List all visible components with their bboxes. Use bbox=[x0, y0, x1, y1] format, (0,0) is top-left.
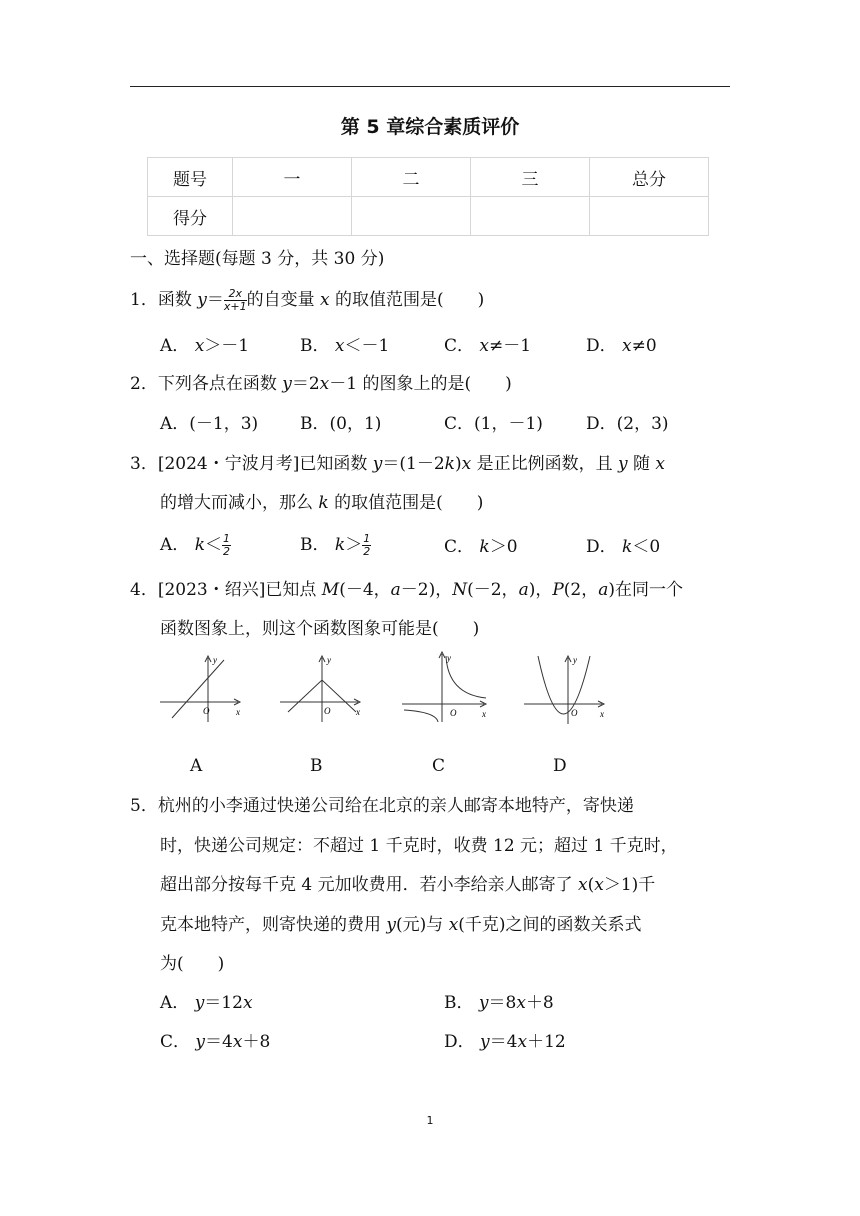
q3-option-d: D． k＜0 bbox=[586, 537, 661, 557]
fraction: $\frac{1}{2}$ bbox=[223, 532, 230, 558]
axis-y-label: y bbox=[573, 655, 577, 665]
q5-option-c: C． y＝4x＋8 bbox=[160, 1032, 271, 1052]
question-number: 4． bbox=[130, 580, 158, 600]
question-5-line-5: 为( ) bbox=[160, 954, 225, 974]
graph-d-label: D bbox=[553, 756, 567, 776]
q2-option-c: C．(1，－1) bbox=[444, 414, 543, 434]
axis-x-label: x bbox=[356, 707, 360, 717]
q3-option-a: A． k＜ $\frac{1}{2}$ bbox=[160, 532, 230, 558]
score-cell bbox=[471, 197, 590, 236]
axis-y-label: y bbox=[327, 655, 331, 665]
origin-label: O bbox=[203, 706, 210, 716]
question-3-line-2: 的增大而减小，那么 k 的取值范围是( ) bbox=[160, 493, 484, 513]
fraction: $\frac{2x}{x+1}$ bbox=[223, 287, 247, 313]
question-5: 5．杭州的小李通过快递公司给在北京的亲人邮寄本地特产，寄快递 bbox=[130, 796, 634, 816]
question-1: 1．函数 y＝ $\frac{2x}{x+1}$ 的自变量 x 的取值范围是( ) bbox=[130, 287, 485, 313]
question-number: 5． bbox=[130, 796, 158, 816]
q1-option-d: D． x≠0 bbox=[586, 336, 657, 356]
score-header-cell: 三 bbox=[471, 158, 590, 197]
question-5-line-3: 超出部分按每千克 4 元加收费用．若小李给亲人邮寄了 x(x＞1)千 bbox=[160, 875, 656, 895]
graph-a bbox=[158, 652, 250, 724]
question-3: 3．[2024・宁波月考]已知函数 y＝(1－2k)x 是正比例函数，且 y 随 x bbox=[130, 454, 666, 474]
axis-x-label: x bbox=[600, 709, 604, 719]
q3-option-b: B． k＞ $\frac{1}{2}$ bbox=[300, 532, 371, 558]
question-number: 3． bbox=[130, 454, 158, 474]
q2-option-d: D．(2，3) bbox=[586, 414, 669, 434]
score-cell bbox=[590, 197, 709, 236]
score-header-cell: 总分 bbox=[590, 158, 709, 197]
graph-d bbox=[520, 652, 612, 726]
question-number: 1． bbox=[130, 290, 158, 310]
q5-option-d: D． y＝4x＋12 bbox=[444, 1032, 566, 1052]
score-header-cell: 题号 bbox=[148, 158, 233, 197]
graph-b bbox=[278, 652, 370, 724]
score-cell bbox=[352, 197, 471, 236]
q1-option-b: B． x＜－1 bbox=[300, 336, 390, 356]
axis-x-label: x bbox=[236, 707, 240, 717]
q2-option-b: B．(0，1) bbox=[300, 414, 382, 434]
question-4-line-2: 函数图象上，则这个函数图象可能是( ) bbox=[160, 619, 480, 639]
page-number: 1 bbox=[426, 1114, 434, 1127]
axis-x-label: x bbox=[482, 709, 486, 719]
question-2: 2．下列各点在函数 y＝2x－1 的图象上的是( ) bbox=[130, 374, 512, 394]
origin-label: O bbox=[324, 706, 331, 716]
score-table-header-row bbox=[148, 158, 709, 197]
question-number: 2． bbox=[130, 374, 158, 394]
question-5-line-4: 克本地特产，则寄快递的费用 y(元)与 x(千克)之间的函数关系式 bbox=[160, 915, 642, 935]
graph-a-label: A bbox=[190, 756, 203, 776]
q1-option-a: A． x＞－1 bbox=[160, 336, 250, 356]
score-table-score-row bbox=[148, 197, 709, 236]
graph-c bbox=[398, 648, 496, 724]
graph-b-label: B bbox=[310, 756, 323, 776]
score-header-cell: 一 bbox=[233, 158, 352, 197]
graph-c-label: C bbox=[432, 756, 446, 776]
axis-y-label: y bbox=[447, 653, 451, 663]
q1-option-c: C． x≠－1 bbox=[444, 336, 532, 356]
q2-option-a: A．(－1，3) bbox=[160, 414, 259, 434]
score-cell bbox=[233, 197, 352, 236]
q5-option-a: A． y＝12x bbox=[160, 993, 253, 1013]
section-heading: 一、选择题(每题 3 分，共 30 分) bbox=[130, 249, 385, 269]
question-4: 4．[2023・绍兴]已知点 M(－4，a－2)，N(－2，a)，P(2，a)在同一个 bbox=[130, 580, 684, 600]
score-header-cell: 二 bbox=[352, 158, 471, 197]
q5-option-b: B． y＝8x＋8 bbox=[444, 993, 554, 1013]
q3-option-c: C． k＞0 bbox=[444, 537, 518, 557]
header-rule bbox=[130, 86, 730, 87]
axis-y-label: y bbox=[213, 655, 217, 665]
fraction: $\frac{1}{2}$ bbox=[363, 532, 371, 558]
score-row-label: 得分 bbox=[148, 197, 233, 236]
score-table bbox=[147, 157, 709, 236]
origin-label: O bbox=[450, 708, 457, 718]
origin-label: O bbox=[571, 708, 578, 718]
question-5-line-2: 时，快递公司规定：不超过 1 千克时，收费 12 元；超过 1 千克时， bbox=[160, 836, 678, 856]
page-title: 第 5 章综合素质评价 bbox=[340, 116, 520, 138]
